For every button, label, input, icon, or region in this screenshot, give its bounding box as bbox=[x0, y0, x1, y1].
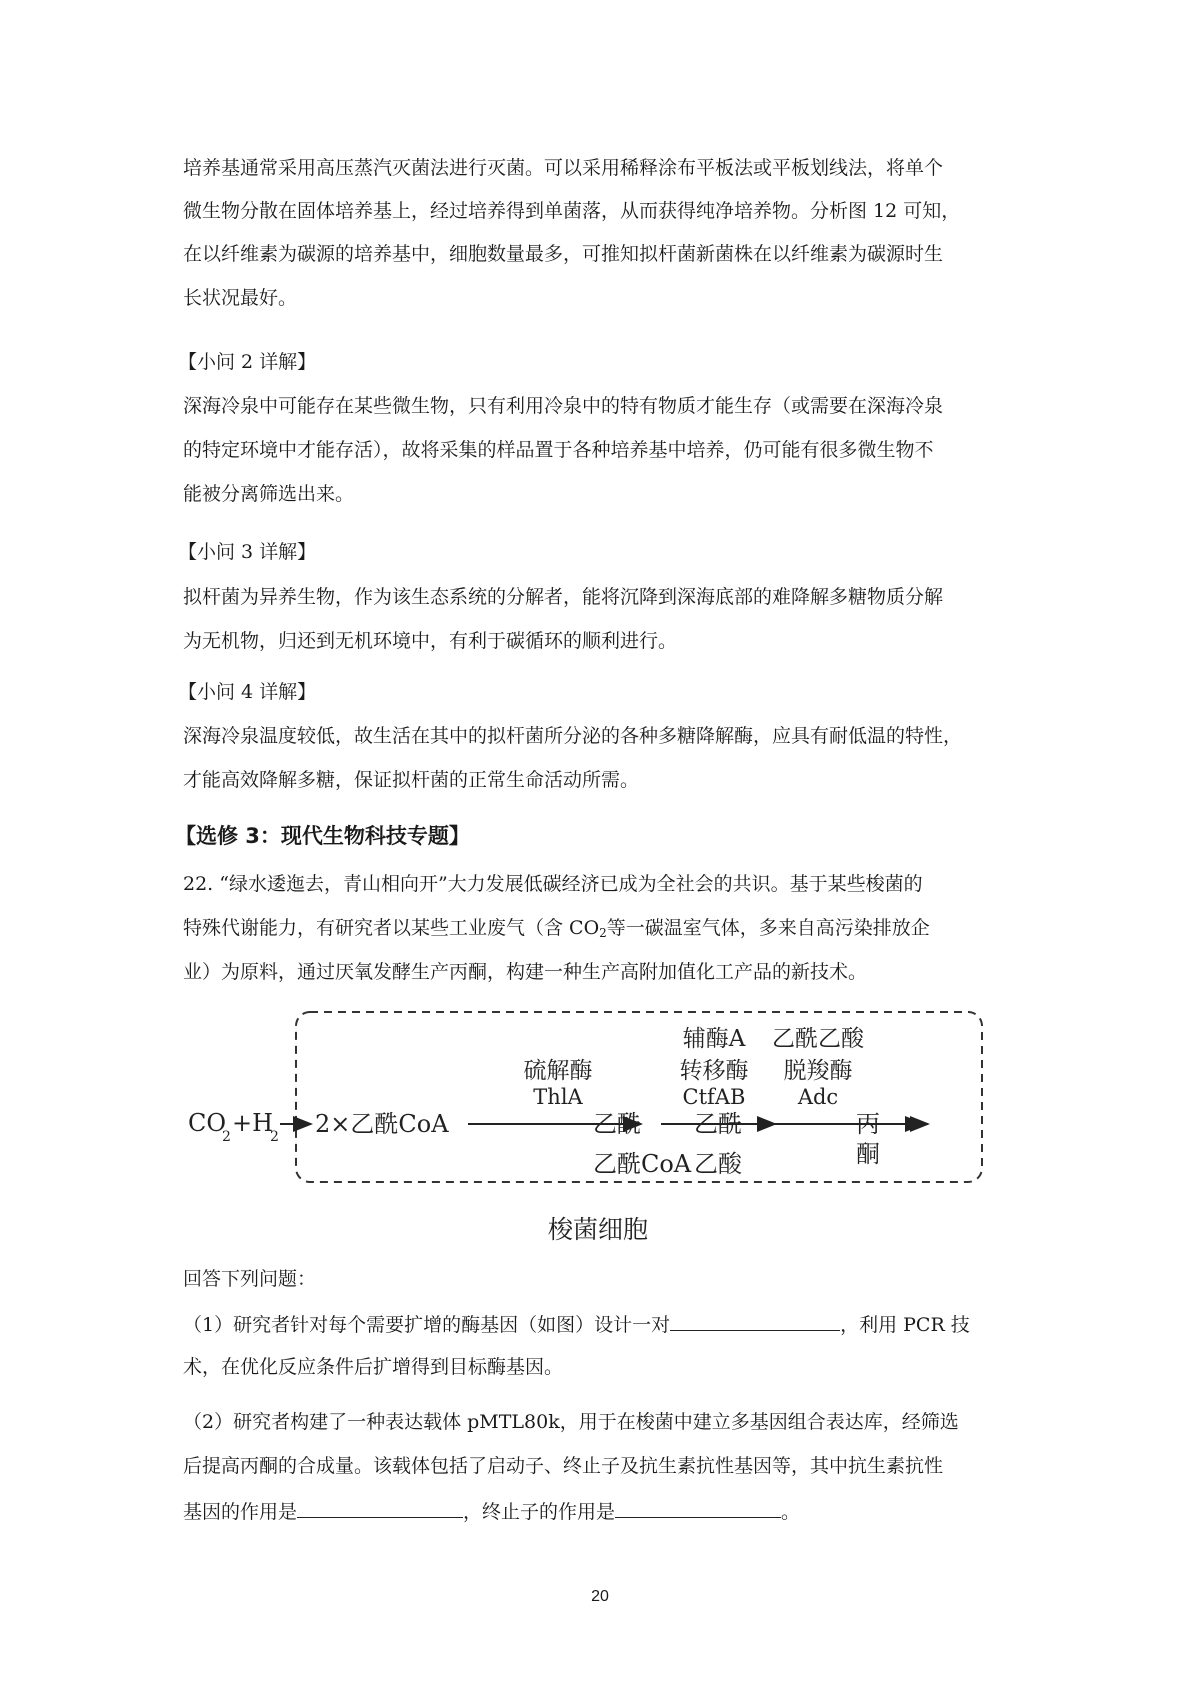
question-2-continued: 后提高丙酮的合成量。该载体包括了启动子、终止子及抗生素抗性基因等，其中抗生素抗性 bbox=[183, 1455, 944, 1477]
node-acetoacetyl-line2: 乙酰CoA bbox=[593, 1150, 692, 1178]
question-2: （2）研究者构建了一种表达载体 pMTL80k，用于在梭菌中建立多基因组合表达库，经筛选 bbox=[183, 1411, 959, 1433]
node-acetoacetate-line2: 乙酸 bbox=[694, 1150, 742, 1178]
answer-blank[interactable] bbox=[670, 1314, 840, 1331]
paragraph-line: 能被分离筛选出来。 bbox=[183, 483, 355, 505]
question-text-part: ，终止子的作用是 bbox=[463, 1501, 616, 1523]
input-co: CO bbox=[188, 1109, 227, 1137]
node-acetone-line2: 酮 bbox=[856, 1140, 880, 1168]
node-acetoacetate-line1: 乙酰 bbox=[694, 1110, 742, 1138]
enzyme3-line1: 乙酰乙酸 bbox=[772, 1026, 864, 1052]
question-text-part: 等一碳温室气体，多来自高污染排放企 bbox=[606, 917, 930, 939]
subquestion-label: 【小问 4 详解】 bbox=[178, 681, 317, 703]
enzyme3-line2: 脱羧酶 bbox=[783, 1058, 853, 1084]
paragraph-line: 为无机物，归还到无机环境中，有利于碳循环的顺利进行。 bbox=[183, 630, 678, 652]
subquestion-label: 【小问 3 详解】 bbox=[178, 541, 317, 563]
question-text-part: （1）研究者针对每个需要扩增的酶基因（如图）设计一对 bbox=[183, 1314, 671, 1336]
question-text-part: ，利用 PCR 技 bbox=[840, 1314, 970, 1336]
question-text-part: 基因的作用是 bbox=[183, 1501, 298, 1523]
paragraph-line: 微生物分散在固体培养基上，经过培养得到单菌落，从而获得纯净培养物。分析图 12 可知， bbox=[183, 200, 961, 222]
paragraph-line: 在以纤维素为碳源的培养基中，细胞数量最多，可推知拟杆菌新菌株在以纤维素为碳源时生 bbox=[183, 243, 944, 265]
question-text: 22. “绿水逶迤去，青山相向开”大力发展低碳经济已成为全社会的共识。基于某些梭菌的 bbox=[183, 873, 923, 895]
question-text-part: 特殊代谢能力，有研究者以某些工业废气（含 CO bbox=[183, 917, 600, 939]
enzyme2-line2: 转移酶 bbox=[679, 1058, 749, 1084]
answer-blank[interactable] bbox=[297, 1501, 463, 1518]
node-acetoacetyl-line1: 乙酰 bbox=[593, 1110, 641, 1138]
enzyme1-code: ThlA bbox=[533, 1085, 583, 1109]
node-acetone-line1: 丙 bbox=[856, 1110, 880, 1138]
paragraph-line: 的特定环境中才能存活），故将采集的样品置于各种培养基中培养，仍可能有很多微生物不 bbox=[183, 439, 934, 461]
question-text bbox=[183, 919, 930, 938]
page-number: 20 bbox=[591, 1588, 609, 1605]
question-1-continued: 术，在优化反应条件后扩增得到目标酶基因。 bbox=[183, 1356, 564, 1378]
paragraph-line: 培养基通常采用高压蒸汽灭菌法进行灭菌。可以采用稀释涂布平板法或平板划线法，将单个 bbox=[183, 157, 944, 179]
answer-blank[interactable] bbox=[615, 1501, 781, 1518]
input-h: +H bbox=[232, 1109, 274, 1137]
subscript: 2 bbox=[599, 926, 607, 940]
enzyme1-name: 硫解酶 bbox=[523, 1058, 593, 1084]
diagram-caption: 梭菌细胞 bbox=[547, 1215, 649, 1244]
enzyme2-line1: 辅酶A bbox=[682, 1026, 746, 1052]
subquestion-label: 【小问 2 详解】 bbox=[178, 351, 317, 373]
question-1 bbox=[183, 1314, 970, 1335]
paragraph-line: 长状况最好。 bbox=[183, 287, 298, 309]
paragraph-line: 才能高效降解多糖，保证拟杆菌的正常生命活动所需。 bbox=[183, 769, 640, 791]
input-subscript: 2 bbox=[222, 1129, 231, 1145]
enzyme2-code: CtfAB bbox=[682, 1085, 746, 1109]
question-text-part: 。 bbox=[781, 1501, 801, 1523]
acetone-pathway-diagram bbox=[178, 1000, 1018, 1260]
question-text: 业）为原料，通过厌氧发酵生产丙酮，构建一种生产高附加值化工产品的新技术。 bbox=[183, 961, 868, 983]
section-heading: 【选修 3：现代生物科技专题】 bbox=[175, 824, 470, 848]
question-2-blanks bbox=[183, 1501, 800, 1522]
paragraph-line: 深海冷泉温度较低，故生活在其中的拟杆菌所分泌的各种多糖降解酶，应具有耐低温的特性， bbox=[183, 725, 963, 747]
paragraph-line: 拟杆菌为异养生物，作为该生态系统的分解者，能将沉降到深海底部的难降解多糖物质分解 bbox=[183, 586, 944, 608]
input-subscript: 2 bbox=[270, 1129, 279, 1145]
questions-intro: 回答下列问题： bbox=[183, 1268, 317, 1290]
node-acetyl-coa: 2×乙酰CoA bbox=[315, 1110, 449, 1138]
paragraph-line: 深海冷泉中可能存在某些微生物，只有利用冷泉中的特有物质才能生存（或需要在深海冷泉 bbox=[183, 395, 944, 417]
enzyme3-code: Adc bbox=[797, 1085, 839, 1109]
